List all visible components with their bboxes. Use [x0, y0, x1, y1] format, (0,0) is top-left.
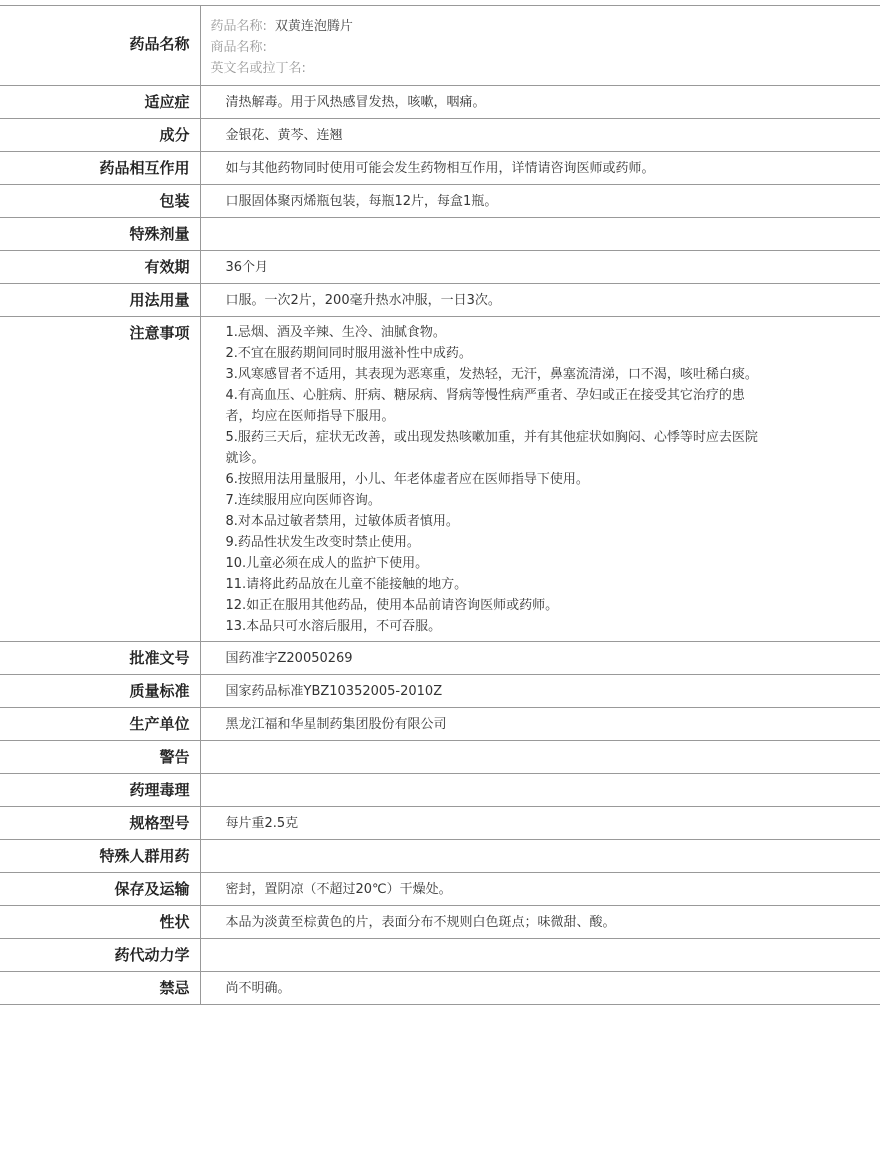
row-label: 质量标准 — [0, 675, 200, 708]
trade-name-prefix: 商品名称: — [210, 40, 267, 55]
table-row — [0, 251, 880, 284]
row-label: 特殊剂量 — [0, 218, 200, 251]
table-row — [0, 906, 880, 939]
row-label: 禁忌 — [0, 972, 200, 1005]
row-value: 如与其他药物同时使用可能会发生药物相互作用，详情请咨询医师或药师。 — [225, 161, 655, 176]
row-value: 密封，置阴凉（不超过20℃）干燥处。 — [225, 882, 452, 897]
row-label: 保存及运输 — [0, 873, 200, 906]
row-label: 用法用量 — [0, 284, 200, 317]
table-row — [0, 840, 880, 873]
list-item: 3.风寒感冒者不适用，其表现为恶寒重，发热轻，无汗，鼻塞流清涕，口不渴，咳吐稀白痰。 — [225, 367, 758, 382]
row-value: 尚不明确。 — [225, 981, 291, 996]
table-row — [0, 939, 880, 972]
table-row — [0, 741, 880, 774]
table-row — [0, 185, 880, 218]
drug-name-row — [0, 6, 880, 86]
row-value: 黑龙江福和华星制药集团股份有限公司 — [225, 717, 447, 732]
table-row — [0, 86, 880, 119]
row-value: 口服固体聚丙烯瓶包装，每瓶12片，每盒1瓶。 — [225, 194, 498, 209]
table-row — [0, 807, 880, 840]
row-value: 口服。一次2片，200毫升热水冲服，一日3次。 — [225, 293, 501, 308]
row-value: 国家药品标准YBZ10352005-2010Z — [225, 684, 443, 699]
latin-name-prefix: 英文名或拉丁名: — [210, 61, 306, 76]
row-label: 特殊人群用药 — [0, 840, 200, 873]
row-value — [200, 218, 880, 251]
list-item: 13.本品只可水溶后服用，不可吞服。 — [225, 619, 442, 634]
row-value — [200, 939, 880, 972]
row-value: 36个月 — [225, 260, 269, 275]
row-value — [200, 741, 880, 774]
list-item: 11.请将此药品放在儿童不能接触的地方。 — [225, 577, 468, 592]
row-value — [200, 774, 880, 807]
list-item: 5.服药三天后，症状无改善，或出现发热咳嗽加重，并有其他症状如胸闷、心悸等时应去医院就诊。 — [225, 430, 758, 466]
table-row — [0, 708, 880, 741]
row-label: 规格型号 — [0, 807, 200, 840]
row-value: 每片重2.5克 — [225, 816, 299, 831]
drug-name-label: 药品名称 — [0, 6, 200, 86]
row-label: 有效期 — [0, 251, 200, 284]
table-row — [0, 119, 880, 152]
table-row — [0, 284, 880, 317]
table-row — [0, 218, 880, 251]
table-row — [0, 675, 880, 708]
list-item: 10.儿童必须在成人的监护下使用。 — [225, 556, 429, 571]
row-label: 适应症 — [0, 86, 200, 119]
row-value: 国药准字Z20050269 — [225, 651, 353, 666]
generic-name-line — [211, 16, 871, 37]
drug-spec-table — [0, 5, 880, 1005]
list-item: 7.连续服用应向医师咨询。 — [225, 493, 381, 508]
generic-name-value: 双黄连泡腾片 — [274, 19, 353, 34]
list-item: 6.按照用法用量服用，小儿、年老体虚者应在医师指导下使用。 — [225, 472, 589, 487]
latin-name-line — [211, 58, 871, 79]
drug-name-values — [200, 6, 880, 86]
row-label: 批准文号 — [0, 642, 200, 675]
generic-name-prefix: 药品名称: — [210, 19, 267, 34]
list-item: 9.药品性状发生改变时禁止使用。 — [225, 535, 420, 550]
row-label: 警告 — [0, 741, 200, 774]
row-label: 药理毒理 — [0, 774, 200, 807]
list-item: 12.如正在服用其他药品，使用本品前请咨询医师或药师。 — [225, 598, 559, 613]
precautions-row — [0, 317, 880, 642]
row-label: 药品相互作用 — [0, 152, 200, 185]
row-label: 生产单位 — [0, 708, 200, 741]
list-item: 4.有高血压、心脏病、肝病、糖尿病、肾病等慢性病严重者、孕妇或正在接受其它治疗的患者，均应在医师指导下服用。 — [225, 388, 745, 424]
row-label: 性状 — [0, 906, 200, 939]
row-label: 包装 — [0, 185, 200, 218]
row-value — [200, 840, 880, 873]
list-item: 1.忌烟、酒及辛辣、生冷、油腻食物。 — [225, 325, 446, 340]
row-value: 本品为淡黄至棕黄色的片，表面分布不规则白色斑点；味微甜、酸。 — [225, 915, 616, 930]
list-item: 2.不宜在服药期间同时服用滋补性中成药。 — [225, 346, 472, 361]
table-row — [0, 152, 880, 185]
table-row — [0, 642, 880, 675]
row-value: 清热解毒。用于风热感冒发热，咳嗽，咽痛。 — [225, 95, 486, 110]
trade-name-line — [211, 37, 871, 58]
table-row — [0, 774, 880, 807]
row-label: 成分 — [0, 119, 200, 152]
list-item: 8.对本品过敏者禁用，过敏体质者慎用。 — [225, 514, 459, 529]
row-label: 药代动力学 — [0, 939, 200, 972]
precautions-list — [200, 317, 880, 642]
precautions-label: 注意事项 — [0, 317, 200, 642]
row-value: 金银花、黄芩、连翘 — [225, 128, 343, 143]
table-row — [0, 873, 880, 906]
table-row — [0, 972, 880, 1005]
